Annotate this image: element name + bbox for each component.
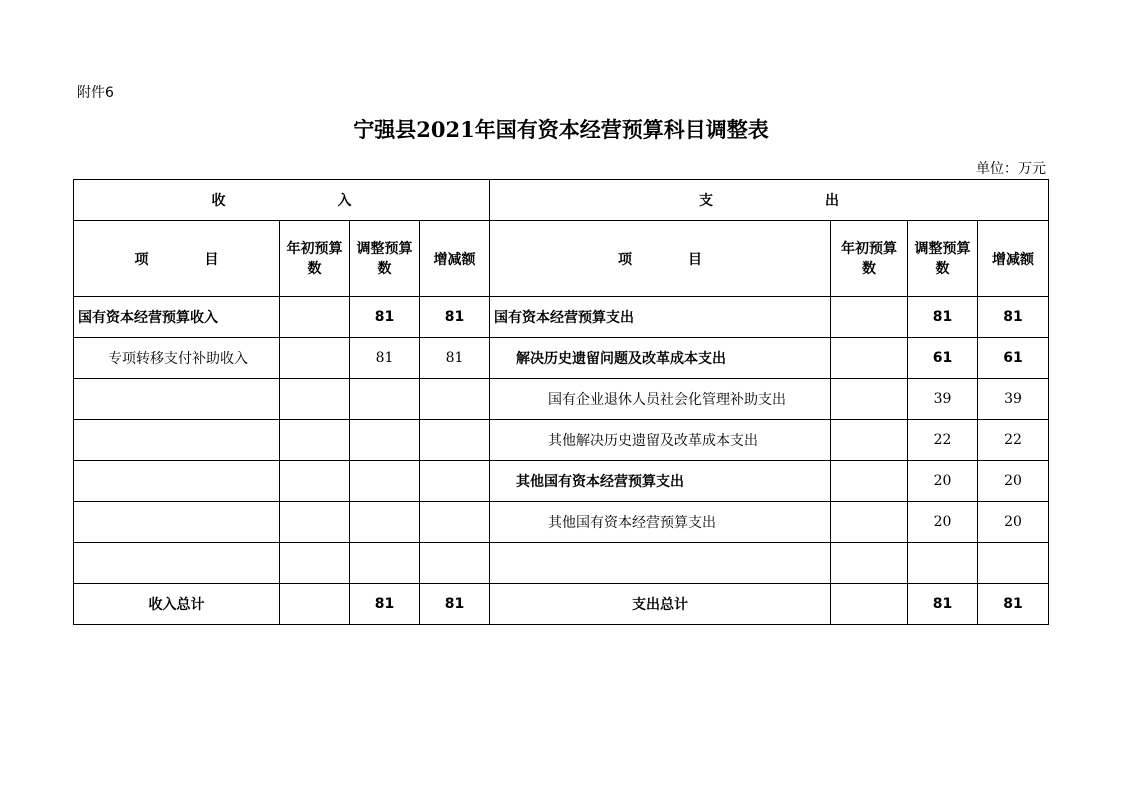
expense-initial-cell xyxy=(831,379,908,420)
expense-adjusted-cell: 81 xyxy=(908,297,978,338)
income-total-label: 收入总计 xyxy=(74,584,280,625)
income-total-adjusted: 81 xyxy=(350,584,420,625)
expense-change-cell: 39 xyxy=(978,379,1049,420)
income-change-cell xyxy=(420,543,490,584)
expense-adjusted-cell: 39 xyxy=(908,379,978,420)
expense-adjusted-cell: 22 xyxy=(908,420,978,461)
expense-adjusted-header: 调整预算数 xyxy=(908,221,978,297)
income-change-cell: 81 xyxy=(420,297,490,338)
income-adjusted-cell xyxy=(350,502,420,543)
income-total-initial xyxy=(280,584,350,625)
expense-initial-cell xyxy=(831,420,908,461)
table-row xyxy=(74,379,1049,420)
expense-adjusted-cell: 20 xyxy=(908,461,978,502)
income-adjusted-cell: 81 xyxy=(350,297,420,338)
income-item-cell xyxy=(74,543,280,584)
income-initial-header: 年初预算数 xyxy=(280,221,350,297)
income-item-cell xyxy=(74,502,280,543)
expense-item-cell: 国有企业退休人员社会化管理补助支出 xyxy=(490,379,831,420)
income-adjusted-cell xyxy=(350,543,420,584)
expense-change-cell: 20 xyxy=(978,461,1049,502)
income-item-cell: 国有资本经营预算收入 xyxy=(74,297,280,338)
income-initial-cell xyxy=(280,297,350,338)
expense-total-change: 81 xyxy=(978,584,1049,625)
expense-initial-cell xyxy=(831,543,908,584)
expense-total-adjusted: 81 xyxy=(908,584,978,625)
expense-change-cell: 22 xyxy=(978,420,1049,461)
expense-adjusted-cell: 20 xyxy=(908,502,978,543)
income-item-header: 项 目 xyxy=(74,221,280,297)
income-initial-cell xyxy=(280,461,350,502)
income-change-cell xyxy=(420,379,490,420)
table-row xyxy=(74,338,1049,379)
expense-adjusted-cell: 61 xyxy=(908,338,978,379)
income-change-cell xyxy=(420,420,490,461)
column-header-row xyxy=(74,221,1049,297)
table-row xyxy=(74,543,1049,584)
expense-item-cell: 其他国有资本经营预算支出 xyxy=(490,461,831,502)
expense-initial-cell xyxy=(831,297,908,338)
income-initial-cell xyxy=(280,379,350,420)
expense-change-cell: 20 xyxy=(978,502,1049,543)
income-adjusted-cell xyxy=(350,420,420,461)
attachment-label: 附件6 xyxy=(77,85,114,101)
expense-item-cell: 解决历史遗留问题及改革成本支出 xyxy=(490,338,831,379)
income-initial-cell xyxy=(280,420,350,461)
expense-change-header: 增减额 xyxy=(978,221,1049,297)
table-row xyxy=(74,461,1049,502)
expense-initial-cell xyxy=(831,502,908,543)
income-initial-cell xyxy=(280,338,350,379)
income-total-change: 81 xyxy=(420,584,490,625)
income-item-cell xyxy=(74,420,280,461)
page-title: 宁强县2021年国有资本经营预算科目调整表 xyxy=(353,117,769,142)
income-change-header: 增减额 xyxy=(420,221,490,297)
income-adjusted-cell xyxy=(350,379,420,420)
section-header-row xyxy=(74,180,1049,221)
expense-item-cell: 其他解决历史遗留及改革成本支出 xyxy=(490,420,831,461)
expense-item-header: 项 目 xyxy=(490,221,831,297)
expense-change-cell: 61 xyxy=(978,338,1049,379)
expense-initial-cell xyxy=(831,338,908,379)
budget-table xyxy=(73,179,1049,625)
income-section-header: 收 入 xyxy=(74,180,490,221)
table-row xyxy=(74,297,1049,338)
income-adjusted-cell xyxy=(350,461,420,502)
expense-adjusted-cell xyxy=(908,543,978,584)
income-item-cell xyxy=(74,461,280,502)
income-change-cell xyxy=(420,502,490,543)
income-item-cell: 专项转移支付补助收入 xyxy=(74,338,280,379)
expense-item-cell xyxy=(490,543,831,584)
income-initial-cell xyxy=(280,502,350,543)
income-change-cell xyxy=(420,461,490,502)
income-initial-cell xyxy=(280,543,350,584)
table-row xyxy=(74,502,1049,543)
income-adjusted-cell: 81 xyxy=(350,338,420,379)
expense-item-cell: 国有资本经营预算支出 xyxy=(490,297,831,338)
income-adjusted-header: 调整预算数 xyxy=(350,221,420,297)
expense-section-header: 支 出 xyxy=(490,180,1049,221)
expense-initial-cell xyxy=(831,461,908,502)
unit-label: 单位：万元 xyxy=(976,161,1046,177)
expense-initial-header: 年初预算数 xyxy=(831,221,908,297)
expense-change-cell: 81 xyxy=(978,297,1049,338)
expense-change-cell xyxy=(978,543,1049,584)
table-row xyxy=(74,420,1049,461)
expense-item-cell: 其他国有资本经营预算支出 xyxy=(490,502,831,543)
income-item-cell xyxy=(74,379,280,420)
income-change-cell: 81 xyxy=(420,338,490,379)
expense-total-initial xyxy=(831,584,908,625)
totals-row xyxy=(74,584,1049,625)
expense-total-label: 支出总计 xyxy=(490,584,831,625)
